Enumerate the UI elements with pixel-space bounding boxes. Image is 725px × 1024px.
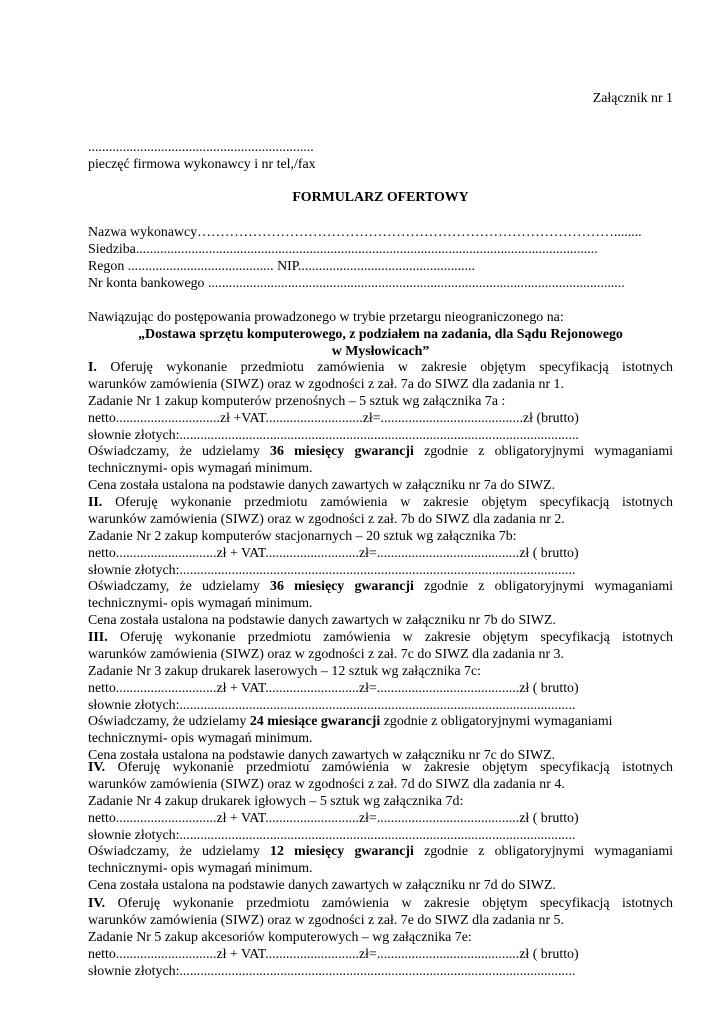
section-3-tech-line: technicznymi- opis wymagań minimum.	[88, 731, 313, 747]
intro-line: Nawiązując do postępowania prowadzonego w trybie przetargu nieograniczonego na:	[88, 310, 564, 325]
section-1-line-1: I. Oferuję wykonanie przedmiotu zamówienia w zakresie objętym specyfikacją istotnych	[88, 360, 673, 375]
contractor-regon-nip-line: Regon .......................................... NIP...................................................	[88, 259, 476, 274]
section-5-words-line: słownie złotych:..................................................................................................................	[88, 963, 576, 979]
section-3-price-basis: Cena została ustalona na podstawie danych zawartych w załączniku nr 7c do SIWZ.	[88, 748, 556, 764]
section-3-warranty: Oświadczamy, że udzielamy 24 miesiące gwarancji zgodnie z obligatoryjnymi wymaganiami	[88, 714, 613, 730]
section-4	[88, 760, 673, 895]
section-5	[88, 896, 673, 980]
section-4-line-1: IV. Oferuję wykonanie przedmiotu zamówienia w zakresie objętym specyfikacją istotnych	[88, 760, 673, 775]
section-4-task: Zadanie Nr 4 zakup drukarek igłowych – 5 sztuk wg załącznika 7d:	[88, 793, 464, 809]
section-1-warranty: Oświadczamy, że udzielamy 36 miesięcy gwarancji zgodnie z obligatoryjnymi wymaganiami	[88, 444, 673, 460]
section-1-line-2: warunków zamówienia (SIWZ) oraz w zgodności z zał. 7a do SIWZ dla zadania nr 1.	[88, 376, 564, 392]
section-4-price-line: netto.............................zł + VAT...........................zł=.........................................zł ( brutto)	[88, 810, 579, 826]
section-1-tech-line: technicznymi- opis wymagań minimum.	[88, 461, 313, 477]
section-2-words-line: słownie złotych:..................................................................................................................	[88, 562, 576, 578]
section-2-task: Zadanie Nr 2 zakup komputerów stacjonarnych – 20 sztuk wg załącznika 7b:	[88, 528, 517, 544]
section-5-line-1: IV. Oferuję wykonanie przedmiotu zamówienia w zakresie objętym specyfikacją istotnych	[88, 896, 673, 911]
section-2-price-basis: Cena została ustalona na podstawie danych zawartych w załączniku nr 7b do SIWZ.	[88, 613, 556, 629]
section-2-price-line: netto.............................zł + VAT...........................zł=.........................................zł ( brutto)	[88, 545, 579, 561]
section-2	[88, 495, 673, 630]
section-3-line-1: III. Oferuję wykonanie przedmiotu zamówienia w zakresie objętym specyfikacją istotnych	[88, 630, 673, 645]
section-3-words-line: słownie złotych:..................................................................................................................	[88, 697, 576, 713]
section-1	[88, 360, 673, 495]
stamp-caption: pieczęć firmowa wykonawcy i nr tel,/fax	[88, 157, 316, 172]
section-1-price-line: netto..............................zł +VAT............................zł=.........................................zł (brutto)	[88, 410, 579, 426]
section-4-words-line: słownie złotych:..................................................................................................................	[88, 827, 576, 843]
subject-line-1: „Dostawa sprzętu komputerowego, z podziałem na zadania, dla Sądu Rejonowego	[138, 327, 623, 342]
contractor-account-line: Nr konta bankowego ........................................................................................................................	[88, 276, 625, 291]
contractor-seat-line: Siedziba.....................................................................................................................................	[88, 242, 598, 257]
section-2-line-2: warunków zamówienia (SIWZ) oraz w zgodności z zał. 7b do SIWZ dla zadania nr 2.	[88, 511, 565, 527]
section-2-warranty: Oświadczamy, że udzielamy 36 miesięcy gwarancji zgodnie z obligatoryjnymi wymaganiami	[88, 579, 673, 595]
section-3-line-2: warunków zamówienia (SIWZ) oraz w zgodności z zał. 7c do SIWZ dla zadania nr 3.	[88, 646, 564, 662]
section-3-task: Zadanie Nr 3 zakup drukarek laserowych – 12 sztuk wg załącznika 7c:	[88, 663, 482, 679]
section-4-price-basis: Cena została ustalona na podstawie danych zawartych w załączniku nr 7d do SIWZ.	[88, 878, 556, 894]
section-2-tech-line: technicznymi- opis wymagań minimum.	[88, 596, 313, 612]
section-1-price-basis: Cena została ustalona na podstawie danych zawartych w załączniku nr 7a do SIWZ.	[88, 478, 556, 494]
section-4-warranty: Oświadczamy, że udzielamy 12 miesięcy gwarancji zgodnie z obligatoryjnymi wymaganiami	[88, 844, 673, 860]
section-3-price-line: netto.............................zł + VAT...........................zł=.........................................zł ( brutto)	[88, 680, 579, 696]
section-4-tech-line: technicznymi- opis wymagań minimum.	[88, 861, 313, 877]
section-4-line-2: warunków zamówienia (SIWZ) oraz w zgodności z zał. 7d do SIWZ dla zadania nr 4.	[88, 776, 565, 792]
page-title: FORMULARZ OFERTOWY	[292, 190, 469, 205]
contractor-name-line: Nazwa wykonawcy………………………………………………………………………………........	[88, 225, 642, 240]
section-5-line-2: warunków zamówienia (SIWZ) oraz w zgodności z zał. 7e do SIWZ dla zadania nr 5.	[88, 912, 564, 928]
section-3	[88, 630, 673, 765]
section-5-price-line: netto.............................zł + VAT...........................zł=.........................................zł ( brutto)	[88, 946, 579, 962]
section-1-task: Zadanie Nr 1 zakup komputerów przenośnych – 5 sztuk wg załącznika 7a :	[88, 393, 506, 409]
section-5-task: Zadanie Nr 5 zakup akcesoriów komputerowych – wg załącznika 7e:	[88, 929, 472, 945]
section-1-words-line: słownie złotych:...................................................................................................................	[88, 427, 579, 443]
section-2-line-1: II. Oferuję wykonanie przedmiotu zamówienia w zakresie objętym specyfikacją istotnych	[88, 495, 673, 510]
subject-line-2: w Mysłowicach”	[331, 344, 430, 359]
stamp-line: .................................................................	[88, 140, 314, 155]
attachment-label: Załącznik nr 1	[592, 91, 673, 106]
